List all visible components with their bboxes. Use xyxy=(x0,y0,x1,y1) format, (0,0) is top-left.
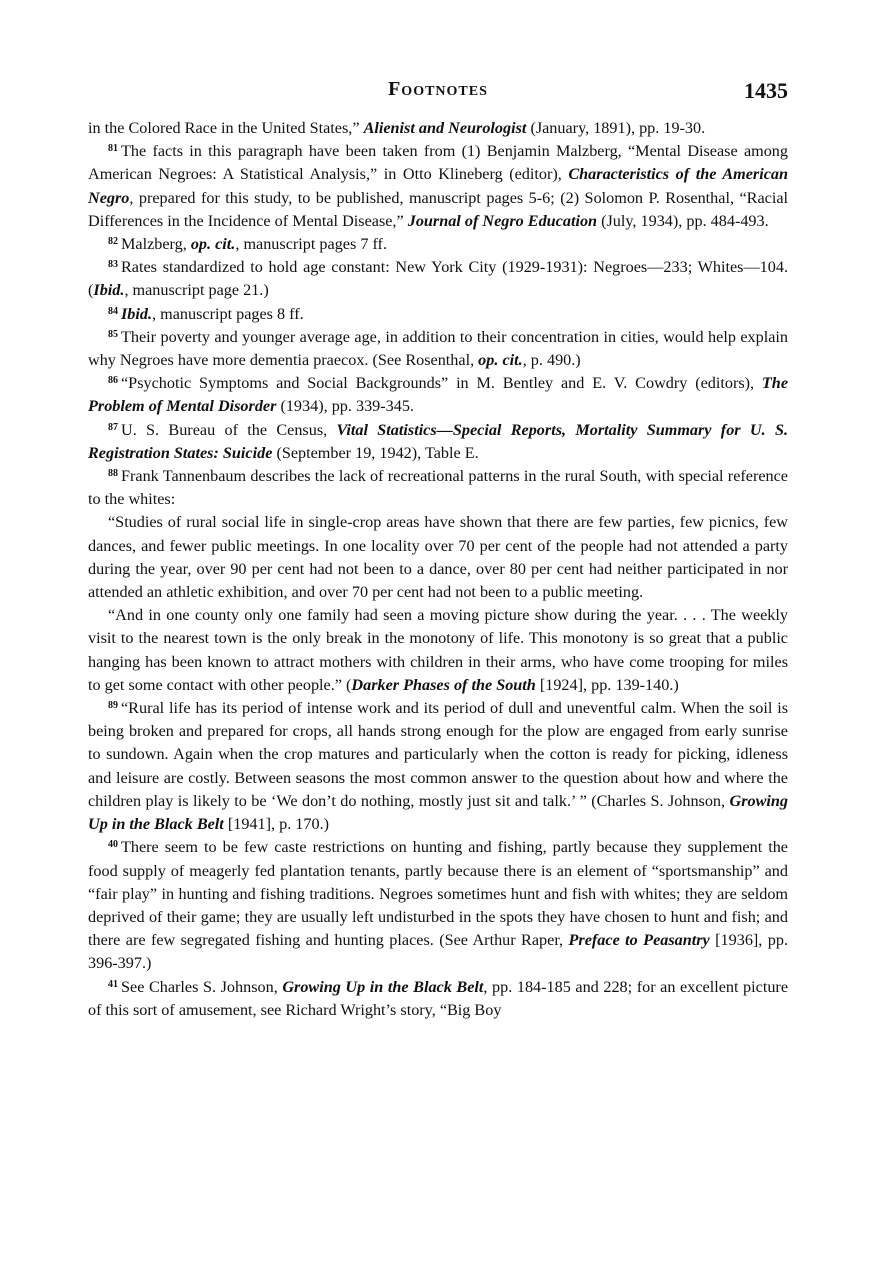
footnote-40 xyxy=(88,836,788,975)
footnote-title: Darker Phases of the South xyxy=(351,675,536,694)
footnotes-body xyxy=(88,117,788,1022)
footnote-85 xyxy=(88,326,788,372)
footnote-number: 83 xyxy=(108,259,118,271)
footnote-number: 87 xyxy=(108,421,118,433)
footnote-text: , manuscript pages 7 ff. xyxy=(235,235,387,254)
footnote-86 xyxy=(88,372,788,418)
footnote-text: in the Colored Race in the United States,” xyxy=(88,119,364,137)
footnote-continuation xyxy=(88,117,788,140)
footnote-number: 86 xyxy=(108,375,118,387)
footnote-text: “And in one county only one family had seen a moving picture show during the year. . . . The weekly visit to the nearest town is the only break in the monotony of life. This monotony is so great that a public hanging has been known to attract mothers with children in their arms, who have come trooping for miles to get some contact with other people.” ( xyxy=(88,606,788,694)
footnote-83 xyxy=(88,256,788,302)
footnote-title: op. cit. xyxy=(478,351,523,370)
footnote-number: 81 xyxy=(108,143,118,155)
footnote-number: 40 xyxy=(108,839,118,851)
footnote-text: (January, 1891), pp. 19-30. xyxy=(526,119,706,137)
footnote-number: 89 xyxy=(108,700,118,712)
footnote-text: “Rural life has its period of intense work and its period of dull and uneventful calm. When the soil is being broken and prepared for crops, all hands strong enough for the plow are engaged from early sunrise to sundown. Again when the crop matures and particularly when the cotton is ready for picking, idleness and leisure are costly. Between seasons the most common answer to the question about how and where the children play is likely to be ‘We don’t do nothing, mostly just sit and talk.’ ” (Charles S. Johnson, xyxy=(88,699,788,810)
footnote-87 xyxy=(88,419,788,465)
footnote-text: , manuscript page 21.) xyxy=(124,281,269,300)
footnote-text: [1924], pp. 139-140.) xyxy=(535,675,679,694)
footnote-text: [1941], p. 170.) xyxy=(223,815,330,834)
footnote-number: 85 xyxy=(108,328,118,340)
footnote-title: Vital Statistics—Special Reports, Mortality Summary for U. S. Registration States: Suicide xyxy=(88,420,788,462)
footnote-text: , pp. 184-185 and 228; for an excellent picture of this sort of amusement, see Richard Wright’s story, “Big Boy xyxy=(88,977,789,1019)
footnote-title: Preface to Peasantry xyxy=(568,931,710,950)
footnote-title: Ibid. xyxy=(93,281,125,300)
footnote-88-quote-1: “Studies of rural social life in single-crop areas have shown that there are few parties, few picnics, few dances, and fewer public meetings. In one locality over 70 per cent of the people had not attended a party during the year, over 90 per cent had not been to a dance, over 80 per cent had neither participated in nor attended an athletic exhibition, and over 70 per cent had not been to a public meeting. xyxy=(88,513,788,602)
footnote-89 xyxy=(88,697,788,836)
footnote-text: , p. 490.) xyxy=(522,351,581,370)
footnote-text: The facts in this paragraph have been taken from (1) Benjamin Malzberg, “Mental Disease among American Negroes: A Statistical Analysis,” in Otto Klineberg (editor), xyxy=(88,142,788,184)
footnote-number: 41 xyxy=(108,978,118,990)
footnote-text: Malzberg, xyxy=(121,235,191,254)
footnote-text: Frank Tannenbaum describes the lack of recreational patterns in the rural South, with special reference to the whites: xyxy=(88,467,788,509)
footnote-text: Their poverty and younger average age, in addition to their concentration in cities, would help explain why Negroes have more dementia praecox. (See Rosenthal, xyxy=(88,327,788,370)
footnote-text: (July, 1934), pp. 484-493. xyxy=(597,211,769,230)
footnote-title: Growing Up in the Black Belt xyxy=(282,977,484,996)
footnote-text: (1934), pp. 339-345. xyxy=(276,397,414,416)
footnote-81 xyxy=(88,140,788,233)
footnote-text: Rates standardized to hold age constant: New York City (1929-1931): Negroes—233; Whites—104. ( xyxy=(88,258,788,300)
running-head xyxy=(88,78,788,108)
footnote-88-quote-2 xyxy=(88,604,788,697)
footnote-82 xyxy=(88,233,788,256)
footnote-text: (September 19, 1942), Table E. xyxy=(272,443,479,462)
footnote-text: There seem to be few caste restrictions on hunting and fishing, partly because they supplement the food supply of meagerly fed plantation tenants, partly because there is an element of “sportsmanship” and “fair play” in hunting and fishing traditions. Negroes sometimes hunt and fish with whites; they are seldom deprived of their game; they are usually left undisturbed in the spots they have chosen to hunt and fish; and there are few segregated fishing and hunting places. (See Arthur Raper, xyxy=(88,838,788,950)
footnote-88 xyxy=(88,465,788,511)
footnote-text: [1936], pp. 396-397.) xyxy=(88,931,789,973)
footnote-text: , prepared for this study, to be published, manuscript pages 5-6; (2) Solomon P. Rosenthal, “Racial Differences in the Incidence of Mental Disease,” xyxy=(88,188,788,230)
footnote-title: Alienist and Neurologist xyxy=(363,119,527,137)
footnote-title: Journal of Negro Education xyxy=(407,211,598,230)
footnote-41 xyxy=(88,976,788,1022)
footnote-text: See Charles S. Johnson, xyxy=(121,977,283,996)
footnote-title: Characteristics of the American Negro xyxy=(88,165,788,207)
footnote-title: op. cit. xyxy=(190,235,236,254)
footnote-84 xyxy=(88,303,788,326)
footnote-text: “Psychotic Symptoms and Social Backgrounds” in M. Bentley and E. V. Cowdry (editors), xyxy=(121,374,762,393)
footnote-text: U. S. Bureau of the Census, xyxy=(121,420,337,439)
footnote-title: The Problem of Mental Disorder xyxy=(88,374,788,416)
footnote-title: Growing Up in the Black Belt xyxy=(88,791,788,834)
running-title: Footnotes xyxy=(388,78,488,100)
page-number: 1435 xyxy=(744,78,788,103)
footnote-title: Ibid. xyxy=(121,304,153,323)
footnote-number: 84 xyxy=(108,305,118,317)
footnote-number: 88 xyxy=(108,468,118,480)
footnote-text: , manuscript pages 8 ff. xyxy=(152,304,304,323)
footnote-number: 82 xyxy=(108,236,118,248)
